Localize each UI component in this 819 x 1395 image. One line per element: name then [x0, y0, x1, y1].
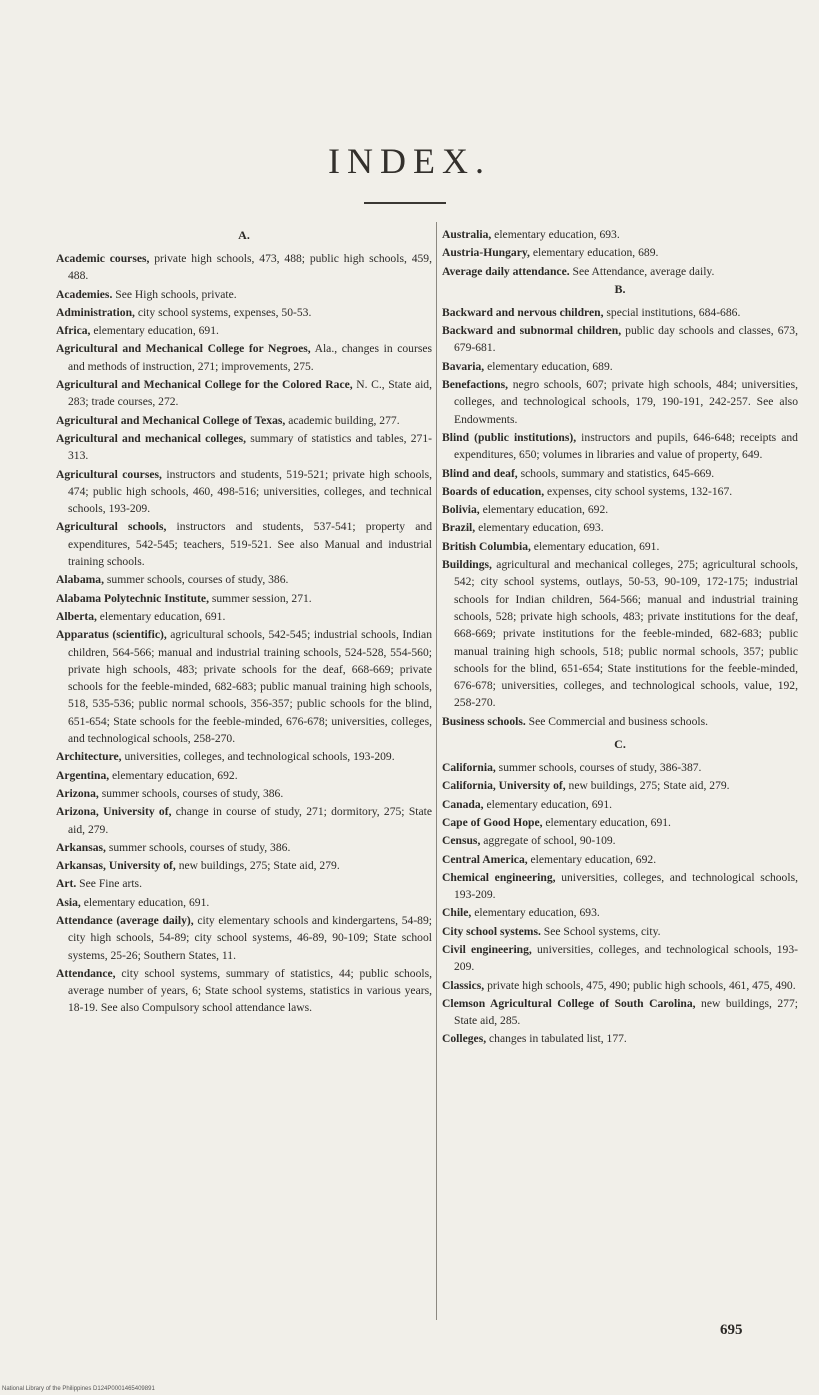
index-entry-references: instructors and pupils, 646-648; receipts and expenditures, 650; volumes in libraries and value of property, 649.: [454, 430, 798, 462]
entry-list-a-continued: [442, 226, 798, 280]
index-entry: [56, 340, 432, 375]
index-entry-heading: Alabama,: [56, 573, 104, 587]
index-entry-references: new buildings, 275; State aid, 279.: [565, 779, 730, 793]
index-entry-heading: Census,: [442, 834, 481, 848]
page-title: INDEX.: [328, 141, 491, 181]
index-entry: [56, 767, 432, 784]
index-entry: [442, 869, 798, 904]
index-entry-heading: Agricultural and mechanical colleges,: [56, 431, 247, 445]
section-letter-b: B.: [614, 281, 626, 296]
index-entry-heading: Brazil,: [442, 521, 476, 535]
index-entry-heading: Agricultural courses,: [56, 467, 162, 481]
index-entry-heading: Administration,: [56, 305, 135, 319]
index-entry-heading: Canada,: [442, 797, 484, 811]
index-entry-references: elementary education, 691.: [96, 609, 226, 623]
index-entry: [56, 965, 432, 1017]
index-entry-references: elementary education, 691.: [80, 895, 210, 909]
column-divider: [436, 222, 437, 1320]
index-entry-heading: Average daily attendance.: [442, 264, 570, 278]
index-entry-references: aggregate of school, 90-109.: [480, 834, 616, 848]
index-entry-heading: Architecture,: [56, 750, 122, 764]
index-entry-references: universities, colleges, and technological schools, 193-209.: [121, 750, 395, 764]
index-entry-references: universities, colleges, and technological schools, 193-209.: [454, 870, 798, 902]
index-entry-references: special institutions, 684-686.: [603, 305, 741, 319]
index-entry: [56, 304, 432, 321]
index-entry-references: elementary education, 689.: [484, 359, 613, 373]
index-entry-references: N. C., State aid, 283; trade courses, 272.: [68, 378, 433, 409]
index-entry-heading: Backward and subnormal children,: [442, 324, 622, 338]
index-entry: [56, 571, 432, 588]
index-entry-references: summer schools, courses of study, 386.: [98, 786, 284, 800]
index-entry-references: instructors and students, 519-521; private high schools, 474; public high schools, 460, 498-516; universities, colleges, and technical schools, 193-209.: [68, 467, 433, 516]
index-entry: [56, 250, 432, 285]
index-entry: [56, 785, 432, 802]
index-entry-heading: Chemical engineering,: [442, 870, 556, 884]
index-entry-heading: Clemson Agricultural College of South Carolina,: [442, 996, 696, 1010]
index-entry-references: private high schools, 475, 490; public high schools, 461, 475, 490.: [484, 978, 796, 992]
index-entry: [442, 376, 798, 428]
index-entry: [56, 518, 432, 570]
index-entry-references: elementary education, 692.: [527, 852, 657, 866]
page-number: 695: [720, 1322, 743, 1338]
index-entry-heading: Business schools.: [442, 714, 526, 728]
index-entry-references: elementary education, 691.: [90, 324, 219, 338]
index-entry-heading: Backward and nervous children,: [442, 305, 604, 319]
index-entry-references: changes in tabulated list, 177.: [486, 1032, 627, 1046]
index-entry-references: summer schools, courses of study, 386.: [104, 573, 289, 587]
index-entry: [442, 322, 798, 357]
index-entry: [442, 941, 798, 976]
index-entry: [442, 538, 798, 555]
index-entry-heading: Agricultural schools,: [56, 520, 167, 534]
index-entry: [56, 412, 432, 429]
index-entry: [56, 912, 432, 964]
index-entry: [442, 244, 798, 261]
index-entry-heading: Agricultural and Mechanical College for the Colored Race,: [56, 378, 353, 392]
index-entry-references: summary of statistics and tables, 271-313.: [68, 431, 432, 463]
index-entry-references: See Attendance, average daily.: [569, 264, 715, 278]
index-entry-heading: Argentina,: [56, 768, 110, 782]
index-entry-references: elementary education, 691.: [542, 815, 671, 829]
index-entry: [442, 977, 798, 994]
index-entry: [442, 483, 798, 500]
index-entry: [56, 748, 432, 765]
index-entry-heading: Alabama Polytechnic Institute,: [56, 591, 209, 605]
index-entry: [442, 759, 798, 776]
index-entry-heading: Academies.: [56, 287, 113, 301]
footer-note: National Library of the Philippines D124P0001465409891: [2, 1386, 155, 1392]
index-entry-references: agricultural and mechanical colleges, 275; agricultural schools, 542; city school systems, outlays, 50-53, 90-109, 172-175; industrial schools for Indian children, 564-566; manual and industrial training schools, 528; private high schools, 483; private institutions for the deaf, 668-669; private institutions for the feeble-minded, 682-683; public manual training high schools, 518; public normal schools, 357; public schools for the blind, 651-654; State institutions for the feeble-minded, 676-678; universities, colleges, and technological schools, value, 192, 258-270.: [454, 558, 798, 710]
index-entry-references: See Commercial and business schools.: [525, 714, 709, 728]
index-entry: [442, 501, 798, 518]
index-entry-heading: Buildings,: [442, 558, 492, 572]
entry-list-a: [56, 250, 432, 1017]
index-entry-references: See School systems, city.: [540, 924, 661, 938]
entry-list-c: [442, 759, 798, 1048]
index-entry: [442, 832, 798, 849]
index-entry-heading: Cape of Good Hope,: [442, 815, 543, 829]
index-entry: [56, 839, 432, 856]
index-entry: [56, 626, 432, 747]
section-letter-c: C.: [614, 737, 626, 752]
index-entry-references: elementary education, 691.: [483, 797, 613, 811]
index-entry-references: schools, summary and statistics, 645-669.: [517, 466, 715, 480]
index-entry-references: public day schools and classes, 673, 679-681.: [454, 324, 798, 355]
index-entry: [442, 556, 798, 712]
index-entry-references: instructors and students, 537-541; property and expenditures, 542-545; teachers, 519-521. See also Manual and industrial training schools.: [68, 520, 432, 569]
index-entry: [56, 857, 432, 874]
index-entry-heading: City school systems.: [442, 924, 541, 938]
index-entry: [442, 713, 798, 730]
index-entry-heading: Academic courses,: [56, 252, 150, 265]
index-entry-heading: Asia,: [56, 895, 81, 909]
index-entry-references: summer session, 271.: [208, 591, 312, 605]
index-entry-heading: Blind (public institutions),: [442, 430, 577, 444]
index-entry: [442, 226, 798, 243]
index-entry: [442, 851, 798, 868]
index-entry-heading: Central America,: [442, 852, 528, 866]
index-entry-references: Ala., changes in courses and methods of instruction, 271; improvements, 275.: [68, 342, 432, 373]
index-entry: [442, 995, 798, 1030]
index-entry-heading: Alberta,: [56, 609, 97, 623]
index-entry-references: elementary education, 691.: [530, 539, 660, 553]
index-entry: [442, 304, 798, 321]
index-entry-heading: Agricultural and Mechanical College for Negroes,: [56, 342, 311, 356]
index-entry-references: private high schools, 473, 488; public high schools, 459, 488.: [68, 252, 432, 283]
index-entry-references: elementary education, 692.: [479, 503, 609, 517]
index-entry: [56, 376, 432, 411]
index-entry-references: new buildings, 277; State aid, 285.: [454, 996, 798, 1028]
index-entry: [56, 430, 432, 465]
index-entry: [442, 429, 798, 464]
index-entry-heading: Australia,: [442, 228, 492, 241]
index-entry-references: elementary education, 689.: [529, 246, 659, 260]
index-entry-heading: Chile,: [442, 906, 472, 920]
index-entry: [56, 322, 432, 339]
index-entry-heading: British Columbia,: [442, 539, 531, 553]
index-entry-references: city school systems, expenses, 50-53.: [134, 305, 312, 319]
index-entry-references: city elementary schools and kindergartens, 54-89; city high schools, 54-89; city school systems, 46-89, 90-109; State school systems, 25-26; Southern States, 11.: [68, 913, 432, 962]
index-entry: [442, 777, 798, 794]
index-entry-heading: Benefactions,: [442, 378, 509, 392]
index-entry: [442, 263, 798, 280]
index-entry-references: See High schools, private.: [112, 287, 237, 301]
index-entry-heading: Agricultural and Mechanical College of Texas,: [56, 413, 286, 427]
index-column-left: [56, 226, 432, 1018]
index-entry-heading: Classics,: [442, 978, 485, 992]
index-entry-references: agricultural schools, 542-545; industrial schools, Indian children, 564-566; manual and industrial training schools, 524-528, 554-560; private high schools, 483; private schools for the deaf, 668-669; private schools for the feeble-minded, 682-683; public manual training high schools, 518, 535-536; public normal schools, 356-357; public schools for the blind, 651-654; State schools for the feeble-minded, 676-678; universities, colleges, and technological schools, 258-270.: [68, 628, 432, 746]
index-entry-references: elementary education, 693.: [471, 906, 600, 920]
index-column-right: [442, 226, 798, 1049]
index-entry: [56, 590, 432, 607]
index-entry-references: See Fine arts.: [76, 877, 142, 891]
index-entry: [56, 803, 432, 838]
index-entry-heading: Bolivia,: [442, 503, 480, 517]
index-entry-references: elementary education, 692.: [109, 768, 238, 782]
index-entry-heading: Arizona,: [56, 786, 99, 800]
index-entry: [56, 608, 432, 625]
index-entry-references: summer schools, courses of study, 386-387.: [495, 761, 702, 775]
index-entry-references: elementary education, 693.: [475, 521, 604, 535]
index-entry: [56, 286, 432, 303]
section-letter-a: A.: [238, 228, 250, 242]
index-entry: [442, 465, 798, 482]
index-entry-references: city school systems, summary of statistics, 44; public schools, average number of years, 6; State school systems, statistics in various years, 18-19. See also Compulsory school attendance laws.: [68, 966, 432, 1015]
index-entry-references: summer schools, courses of study, 386.: [105, 840, 291, 854]
index-entry: [56, 466, 432, 518]
title-rule: [364, 202, 446, 204]
index-entry-references: universities, colleges, and technological schools, 193-209.: [454, 942, 799, 974]
index-entry: [442, 1030, 798, 1047]
index-entry: [442, 796, 798, 813]
index-entry-references: elementary education, 693.: [491, 228, 620, 241]
index-entry-heading: California, University of,: [442, 779, 566, 793]
index-entry-heading: Art.: [56, 877, 77, 891]
index-entry-heading: Attendance,: [56, 966, 116, 980]
index-entry-heading: Bavaria,: [442, 359, 485, 373]
index-entry-heading: Boards of education,: [442, 484, 545, 498]
index-entry-heading: Arizona, University of,: [56, 805, 172, 819]
index-entry-references: change in course of study, 271; dormitory, 275; State aid, 279.: [68, 805, 432, 836]
index-entry-heading: Arkansas, University of,: [56, 859, 176, 873]
index-entry-heading: Apparatus (scientific),: [56, 628, 167, 642]
entry-list-b: [442, 304, 798, 730]
index-entry-references: new buildings, 275; State aid, 279.: [175, 859, 340, 873]
index-entry-heading: Arkansas,: [56, 840, 106, 854]
index-entry-heading: California,: [442, 761, 496, 775]
index-entry: [442, 358, 798, 375]
index-entry-heading: Colleges,: [442, 1032, 487, 1046]
index-entry-references: expenses, city school systems, 132-167.: [544, 484, 733, 498]
index-entry: [442, 814, 798, 831]
index-entry-references: academic building, 277.: [285, 413, 400, 427]
index-entry: [442, 923, 798, 940]
index-entry: [442, 904, 798, 921]
index-entry: [56, 894, 432, 911]
index-entry-references: negro schools, 607; private high schools, 484; universities, colleges, and technological schools, 179, 190-191, 242-257. See also Endowments.: [454, 378, 798, 426]
index-entry-heading: Austria-Hungary,: [442, 246, 530, 260]
index-entry: [442, 519, 798, 536]
index-entry-heading: Blind and deaf,: [442, 466, 518, 480]
index-entry-heading: Civil engineering,: [442, 942, 532, 956]
index-entry: [56, 875, 432, 892]
index-entry-heading: Attendance (average daily),: [56, 913, 194, 927]
index-entry-heading: Africa,: [56, 324, 91, 338]
